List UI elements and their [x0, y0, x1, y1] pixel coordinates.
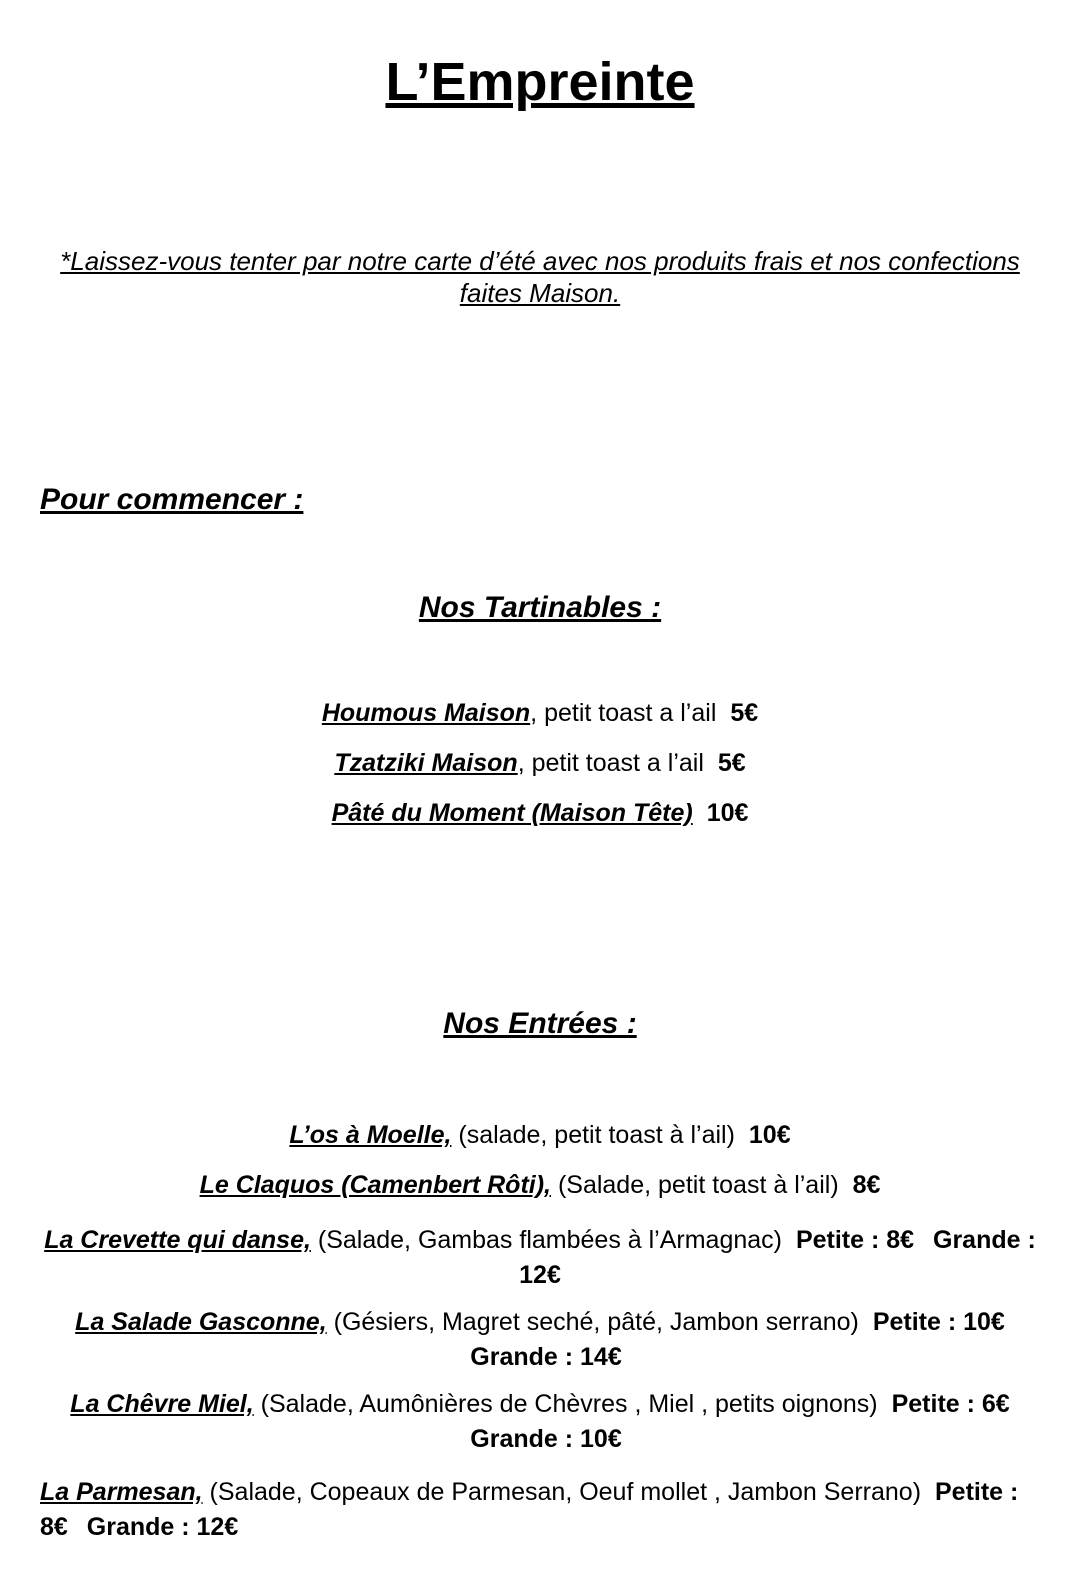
item-description: , petit toast a l’ail [517, 748, 704, 777]
item-description: (Salade, Gambas flambées à l’Armagnac) [310, 1225, 782, 1254]
menu-item-la-crevette-qui-danse [40, 1223, 1040, 1293]
item-name: La Chêvre Miel, [70, 1389, 254, 1418]
menu-item-la-salade-gasconne [40, 1305, 1040, 1375]
item-price: 10€ [706, 798, 749, 827]
menu-subtitle [40, 245, 1040, 310]
item-price: 5€ [717, 748, 746, 777]
item-description: (Gésiers, Magret seché, pâté, Jambon serrano) [326, 1307, 859, 1336]
item-price: 5€ [730, 698, 759, 727]
menu-item-la-parmesan [40, 1475, 1040, 1545]
item-name: La Parmesan, [40, 1477, 203, 1506]
item-name: Tzatziki Maison [334, 748, 518, 777]
item-price-grande: Grande : 12€ [86, 1512, 239, 1541]
menu-item-pate-du-moment [40, 796, 1040, 831]
section-heading-tartinables-text: Nos Tartinables : [418, 590, 662, 624]
item-description: (salade, petit toast à l’ail) [451, 1120, 735, 1149]
section-heading-pour-commencer-text: Pour commencer : [40, 482, 304, 516]
menu-item-houmous-maison [40, 696, 1040, 731]
item-price-grande: Grande : 12€ [519, 1225, 1036, 1289]
restaurant-title-text: L’Empreinte [385, 52, 695, 112]
item-price-petite: Petite : 8€ [40, 1477, 1019, 1541]
item-price-grande: Grande : 14€ [470, 1342, 622, 1371]
item-price-grande: Grande : 10€ [470, 1424, 622, 1453]
menu-item-la-chevre-miel [40, 1387, 1040, 1457]
menu-page [0, 50, 1080, 1583]
section-heading-entrees [40, 1006, 1040, 1042]
item-name: Pâté du Moment (Maison Tête) [331, 798, 693, 827]
item-description: , petit toast a l’ail [530, 698, 717, 727]
menu-subtitle-text: *Laissez-vous tenter par notre carte d’été avec nos produits frais et nos confections faites Maison. [60, 245, 1020, 309]
item-name: La Crevette qui danse, [44, 1225, 311, 1254]
item-name: L’os à Moelle, [289, 1120, 452, 1149]
menu-item-tzatziki-maison [40, 746, 1040, 781]
menu-item-os-a-moelle [40, 1118, 1040, 1153]
item-name: La Salade Gasconne, [75, 1307, 327, 1336]
item-description: (Salade, Aumônières de Chèvres , Miel , petits oignons) [253, 1389, 878, 1418]
item-name: Houmous Maison [321, 698, 531, 727]
section-heading-pour-commencer [40, 482, 1040, 518]
item-price-petite: Petite : 6€ [891, 1389, 1010, 1418]
item-name: Le Claquos (Camenbert Rôti), [199, 1170, 551, 1199]
item-price-petite: Petite : 10€ [872, 1307, 1005, 1336]
menu-item-le-claquos [40, 1168, 1040, 1203]
section-heading-entrees-text: Nos Entrées : [443, 1006, 637, 1040]
item-description: (Salade, Copeaux de Parmesan, Oeuf mollet , Jambon Serrano) [202, 1477, 922, 1506]
item-description: (Salade, petit toast à l’ail) [551, 1170, 839, 1199]
section-heading-tartinables [40, 590, 1040, 626]
restaurant-title [40, 50, 1040, 115]
item-price-petite: Petite : 8€ [795, 1225, 915, 1254]
item-price: 10€ [748, 1120, 791, 1149]
item-price: 8€ [852, 1170, 881, 1199]
